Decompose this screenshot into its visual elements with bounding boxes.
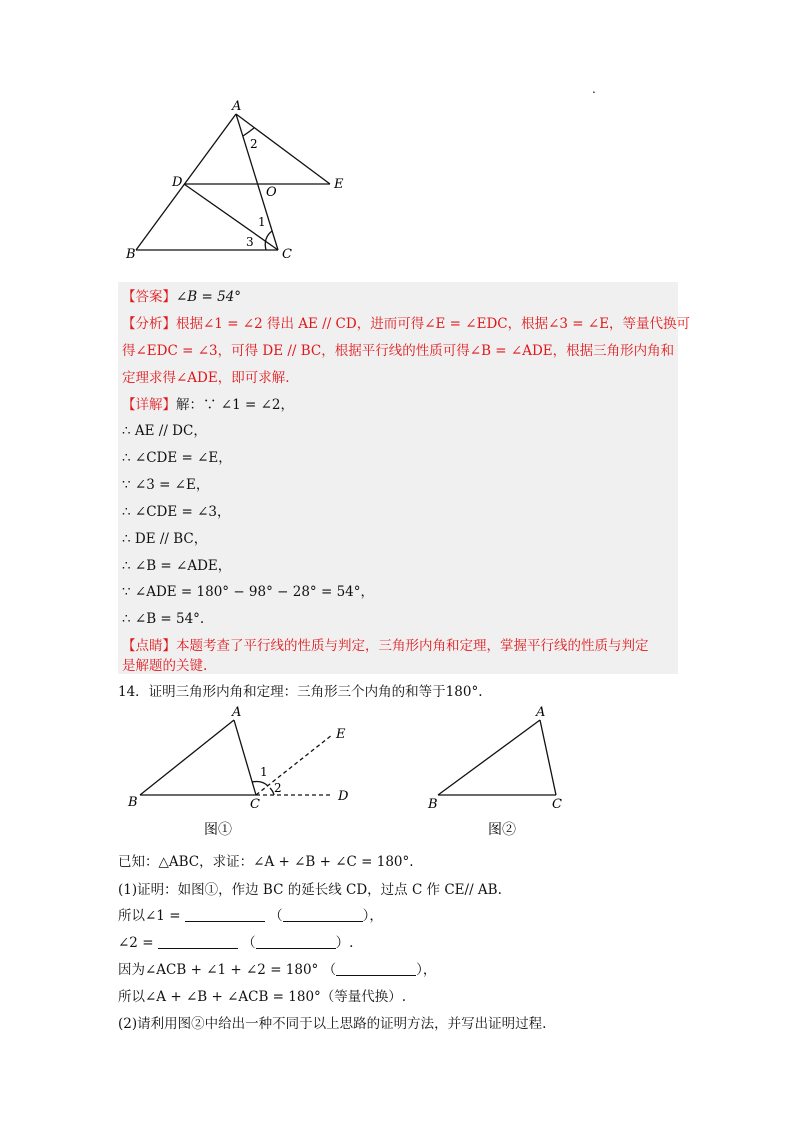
segment-ac <box>236 114 278 250</box>
answer-text: ∠B = 54° <box>176 289 242 305</box>
proof-line-2-suffix: . <box>349 935 354 951</box>
figure-1 <box>118 700 368 840</box>
analysis-text-1: 根据∠1 = ∠2 得出 AE // CD，进而可得∠E = ∠EDC，根据∠3 = ∠E，等量代换可 <box>176 316 691 332</box>
paren-open: （ <box>322 962 337 978</box>
proof-line-1 <box>118 906 383 926</box>
fig1-label-2: 2 <box>274 781 282 795</box>
side-ab <box>140 720 234 795</box>
fig1-label-e: E <box>336 727 346 742</box>
fig2-label-c: C <box>552 797 562 812</box>
angle-1-arc <box>252 782 268 787</box>
fig1-label-d: D <box>338 789 349 804</box>
fig2-label-a: A <box>536 705 546 720</box>
detail-step: ∴ ∠CDE = ∠E， <box>122 450 232 466</box>
analysis-line-1 <box>122 314 690 334</box>
answer-line <box>122 287 241 307</box>
fig1-label-1: 1 <box>260 765 268 779</box>
paren-close: ） <box>335 935 350 951</box>
analysis-tag: 【分析】 <box>122 316 176 332</box>
comment-text-1: 本题考查了平行线的性质与判定，三角形内角和定理，掌握平行线的性质与判定 <box>176 638 649 654</box>
paren-close: ） <box>416 962 423 978</box>
angle-arc-c <box>265 231 272 250</box>
answer-tag: 【答案】 <box>122 289 176 305</box>
proof-line-3 <box>118 960 436 980</box>
part-2-prompt: (2)请利用图②中给出一种不同于以上思路的证明方法，并写出证明过程. <box>118 1016 547 1032</box>
proof-line-4: 所以∠A + ∠B + ∠ACB = 180°（等量代换）. <box>118 989 407 1005</box>
reason-blank[interactable] <box>256 935 336 949</box>
fig2-label-b: B <box>428 797 438 812</box>
segment-ab <box>136 114 236 250</box>
detail-intro: 解：∵ ∠1 = ∠2， <box>176 397 294 413</box>
side-ac <box>540 720 556 795</box>
given-statement: 已知：△ABC，求证：∠A + ∠B + ∠C = 180°. <box>118 854 414 870</box>
answer-blank[interactable] <box>158 935 238 949</box>
proof-line-3-suffix: ， <box>422 962 437 978</box>
label-e: E <box>334 177 344 192</box>
label-a: A <box>232 99 242 114</box>
fig1-label-a: A <box>232 705 242 720</box>
proof-line-1-suffix: ， <box>369 908 383 924</box>
label-b: B <box>126 247 136 262</box>
paren-open: （ <box>242 935 256 951</box>
comment-line-1 <box>122 636 649 656</box>
label-o: O <box>266 185 277 200</box>
part-1-intro: (1)证明：如图①，作边 BC 的延长线 CD，过点 C 作 CE// AB. <box>118 882 502 898</box>
detail-step: ∴ ∠B = ∠ADE， <box>122 558 232 574</box>
reason-blank[interactable] <box>283 908 363 922</box>
paren-close: ） <box>362 908 370 924</box>
fig1-label-c: C <box>250 797 260 812</box>
answer-blank[interactable] <box>185 908 265 922</box>
proof-line-3-prefix: 因为∠ACB + ∠1 + ∠2 = 180° <box>118 962 319 978</box>
detail-step: ∴ DE // BC， <box>122 531 208 547</box>
analysis-line-2: 得∠EDC = ∠3，可得 DE // BC，根据平行线的性质可得∠B = ∠ADE，根据三角形内角和 <box>122 343 675 359</box>
figure-2 <box>418 700 588 840</box>
side-ab <box>438 720 540 795</box>
detail-line <box>122 395 294 415</box>
paren-open: （ <box>269 908 283 924</box>
label-angle-3: 3 <box>246 235 254 249</box>
label-angle-2: 2 <box>250 137 258 151</box>
proof-line-2-prefix: ∠2 = <box>118 935 154 951</box>
question-14-title: 14．证明三角形内角和定理：三角形三个内角的和等于180°. <box>118 684 483 700</box>
geometry-figure-top <box>118 96 358 266</box>
detail-tag: 【详解】 <box>122 397 176 413</box>
comment-tag: 【点睛】 <box>122 638 176 654</box>
angle-2-arc <box>243 128 254 136</box>
fig1-label-b: B <box>128 795 138 810</box>
detail-step: ∴ ∠CDE = ∠3， <box>122 504 231 520</box>
comment-line-2: 是解题的关键. <box>122 658 208 674</box>
label-c: C <box>282 247 292 262</box>
detail-step: ∵ ∠ADE = 180° − 98° − 28° = 54°， <box>122 584 374 600</box>
fig2-caption: 图② <box>488 822 516 838</box>
proof-line-1-prefix: 所以∠1 = <box>118 908 181 924</box>
label-d: D <box>172 175 183 190</box>
detail-step: ∴ ∠B = 54°. <box>122 611 205 627</box>
label-angle-1: 1 <box>258 215 266 229</box>
stray-dot: . <box>592 82 596 96</box>
detail-step: ∴ AE // DC， <box>122 423 207 439</box>
fig1-caption: 图① <box>204 822 232 838</box>
reason-blank[interactable] <box>336 962 416 976</box>
detail-step: ∵ ∠3 = ∠E， <box>122 477 210 493</box>
side-ac <box>234 720 256 795</box>
analysis-line-3: 定理求得∠ADE，即可求解. <box>122 370 290 386</box>
proof-line-2 <box>118 933 353 953</box>
